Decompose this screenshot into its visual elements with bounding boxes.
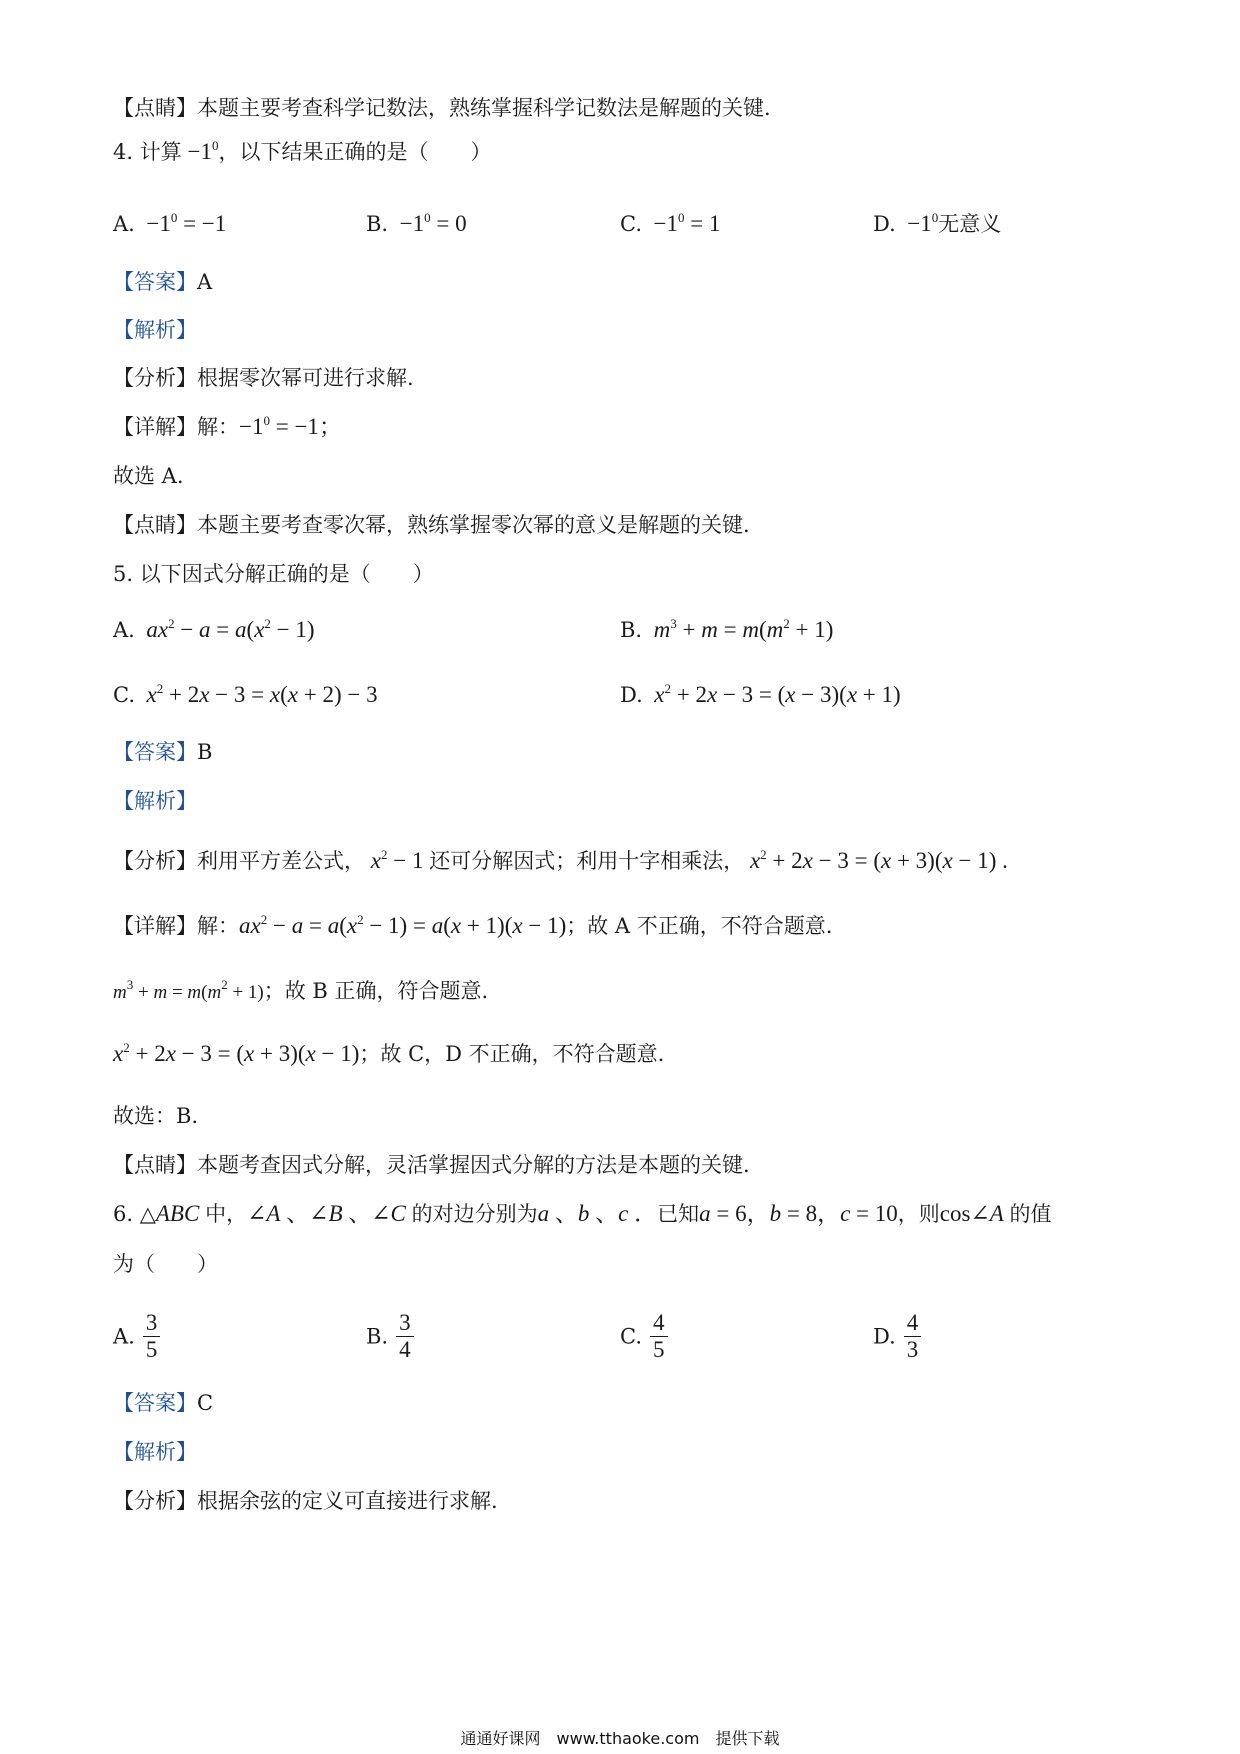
option-math: $ax^2 - a = a(x^2 - 1)$ bbox=[146, 616, 315, 642]
fenxi-math-2: $x^2 + 2x - 3 = (x + 3)(x - 1)$ . bbox=[749, 847, 1008, 873]
q4-conclusion: 故选 A. bbox=[113, 464, 184, 488]
option-label: C. bbox=[620, 1324, 642, 1349]
q5-option-d bbox=[620, 681, 901, 709]
q6-stem-text-1: 中， bbox=[205, 1202, 248, 1226]
option-fraction bbox=[904, 1310, 922, 1363]
question-number: 6. bbox=[113, 1202, 134, 1226]
q5-option-a bbox=[113, 616, 315, 644]
xiangjie-math: $ax^2 - a = a(x^2 - 1) = a(x + 1)(x - 1)$ bbox=[239, 912, 567, 938]
denominator: 3 bbox=[906, 1337, 919, 1362]
option-math: $x^2 + 2x - 3 = x(x + 2) - 3$ bbox=[146, 681, 378, 707]
option-label: B. bbox=[366, 1324, 389, 1349]
option-fraction bbox=[143, 1310, 161, 1363]
option-label: C. bbox=[620, 212, 642, 236]
numerator: 4 bbox=[904, 1310, 922, 1337]
q6-stem-line2: 为（ ） bbox=[113, 1252, 218, 1276]
q5-option-c bbox=[113, 681, 378, 709]
q6-fenxi bbox=[113, 1487, 498, 1515]
q4-xiangjie bbox=[113, 413, 342, 441]
denominator: 5 bbox=[653, 1337, 665, 1362]
q6-stem-text-3: 已知 bbox=[657, 1202, 700, 1226]
q6-option-b bbox=[366, 1310, 414, 1363]
answer-value: C bbox=[197, 1391, 214, 1415]
q5-answer bbox=[113, 738, 212, 766]
option-label: D. bbox=[873, 212, 896, 236]
option-math: $-1^0 = -1$ bbox=[134, 210, 227, 236]
q6-stem-line1 bbox=[113, 1200, 1052, 1228]
xiangjie-tag: 【详解】 bbox=[113, 914, 197, 938]
dianjing-tag: 【点睛】 bbox=[113, 513, 197, 537]
q4-stem bbox=[113, 138, 491, 166]
option-label: A. bbox=[113, 1324, 135, 1349]
q6-option-a bbox=[113, 1310, 160, 1363]
dianjing-tag: 【点睛】 bbox=[113, 96, 197, 120]
q5-stem: 5. 以下因式分解正确的是（ ） bbox=[113, 562, 434, 586]
xiangjie-prefix: 解： bbox=[197, 415, 239, 439]
answer-tag: 【答案】 bbox=[113, 270, 197, 294]
q5-analysis-tag: 【解析】 bbox=[113, 789, 197, 813]
option-label: A. bbox=[113, 212, 135, 236]
q5-option-b bbox=[620, 616, 833, 644]
q4-stem-prefix: 4. 计算 bbox=[113, 140, 182, 164]
fenxi-text-a: 利用平方差公式， bbox=[197, 849, 365, 873]
option-math: $-1^0 = 0$ bbox=[388, 210, 467, 236]
denominator: 4 bbox=[399, 1337, 411, 1362]
numerator: 4 bbox=[650, 1310, 668, 1337]
option-text: 无意义 bbox=[938, 212, 1002, 236]
answer-value: A bbox=[197, 270, 213, 294]
numerator: 3 bbox=[396, 1310, 414, 1337]
dianjing-text: 本题考查因式分解，灵活掌握因式分解的方法是本题的关键. bbox=[197, 1153, 750, 1177]
answer-value: B bbox=[197, 740, 213, 764]
q6-stem-math-2: ∠A 、∠B 、∠C bbox=[247, 1201, 406, 1226]
option-label: B. bbox=[620, 618, 643, 642]
answer-tag: 【答案】 bbox=[113, 1391, 197, 1415]
triangle-icon: △ bbox=[133, 1202, 156, 1226]
fenxi-text: 根据零次幂可进行求解. bbox=[197, 366, 414, 390]
xiangjie-math: $x^2 + 2x - 3 = (x + 3)(x - 1)$ bbox=[113, 1040, 360, 1066]
xiangjie-math: $m^3 + m = m(m^2 + 1)$ bbox=[113, 977, 264, 1003]
q4-dianjing bbox=[113, 511, 750, 539]
dianjing-tag: 【点睛】 bbox=[113, 1153, 197, 1177]
q5-xiangjie-a bbox=[113, 912, 832, 940]
denominator: 5 bbox=[145, 1337, 158, 1362]
q5-dianjing bbox=[113, 1151, 750, 1179]
q5-fenxi bbox=[113, 847, 1008, 875]
q6-stem-text-5: 的值 bbox=[1009, 1202, 1052, 1226]
option-math: $x^2 + 2x - 3 = (x - 3)(x + 1)$ bbox=[654, 681, 901, 707]
fenxi-tag: 【分析】 bbox=[113, 849, 197, 873]
q5-conclusion: 故选：B. bbox=[113, 1104, 199, 1128]
q6-stem-math-1: ABC bbox=[155, 1201, 200, 1226]
fenxi-tag: 【分析】 bbox=[113, 366, 197, 390]
option-fraction bbox=[650, 1310, 668, 1363]
page-footer: 通通好课网 www.tthaoke.com 提供下载 bbox=[460, 1729, 780, 1748]
dianjing-text: 本题主要考查科学记数法，熟练掌握科学记数法是解题的关键. bbox=[197, 96, 771, 120]
q4-stem-math: $-1^0$ bbox=[181, 138, 219, 164]
xiangjie-tail: ；故 C，D 不正确，不符合题意. bbox=[359, 1042, 665, 1066]
q6-stem-math-4: a = 6，b = 8，c = 10 bbox=[699, 1201, 898, 1226]
dianjing-text: 本题主要考查零次幂，熟练掌握零次幂的意义是解题的关键. bbox=[197, 513, 750, 537]
fenxi-math-1: $x^2 - 1$ bbox=[370, 847, 430, 873]
fenxi-text: 根据余弦的定义可直接进行求解. bbox=[197, 1489, 498, 1513]
q6-stem-math-5: cos∠A bbox=[939, 1201, 1004, 1226]
q4-fenxi bbox=[113, 364, 414, 392]
q6-stem-text-2: 的对边分别为 bbox=[411, 1202, 538, 1226]
option-label: B. bbox=[366, 212, 389, 236]
q4-option-b bbox=[366, 210, 467, 238]
fenxi-text-b: 还可分解因式；利用十字相乘法， bbox=[429, 849, 745, 873]
option-fraction bbox=[396, 1310, 414, 1363]
option-label: D. bbox=[620, 683, 643, 707]
q3-dianjing-line bbox=[113, 94, 771, 122]
answer-tag: 【答案】 bbox=[113, 740, 197, 764]
q6-answer bbox=[113, 1389, 213, 1417]
option-math: $-1^0 = 1$ bbox=[642, 210, 721, 236]
q5-xiangjie-b bbox=[113, 977, 488, 1007]
q4-answer bbox=[113, 268, 212, 296]
q4-stem-suffix: ，以下结果正确的是（ ） bbox=[218, 140, 492, 164]
q5-xiangjie-c bbox=[113, 1040, 664, 1068]
q4-option-d bbox=[873, 210, 1001, 238]
option-math: $-1^0$ bbox=[895, 210, 939, 236]
fenxi-tag: 【分析】 bbox=[113, 1489, 197, 1513]
q4-analysis-tag: 【解析】 bbox=[113, 318, 197, 342]
option-label: C. bbox=[113, 683, 135, 707]
q4-option-c bbox=[620, 210, 720, 238]
xiangjie-tail: ；故 A 不正确，不符合题意. bbox=[566, 914, 833, 938]
numerator: 3 bbox=[143, 1310, 161, 1337]
xiangjie-math: $-1^0 = -1$； bbox=[239, 413, 342, 439]
q4-option-a bbox=[113, 210, 226, 238]
xiangjie-prefix: 解： bbox=[197, 914, 239, 938]
q6-stem-text-4: ，则 bbox=[897, 1202, 940, 1226]
option-label: D. bbox=[873, 1324, 896, 1349]
q6-option-c bbox=[620, 1310, 668, 1363]
xiangjie-tail: ；故 B 正确，符合题意. bbox=[263, 979, 489, 1003]
q6-analysis-tag: 【解析】 bbox=[113, 1440, 197, 1464]
option-math: $m^3 + m = m(m^2 + 1)$ bbox=[653, 616, 834, 642]
q6-option-d bbox=[873, 1310, 921, 1363]
q6-stem-math-3: a 、b 、c ． bbox=[537, 1201, 658, 1226]
option-label: A. bbox=[113, 618, 135, 642]
xiangjie-tag: 【详解】 bbox=[113, 415, 197, 439]
